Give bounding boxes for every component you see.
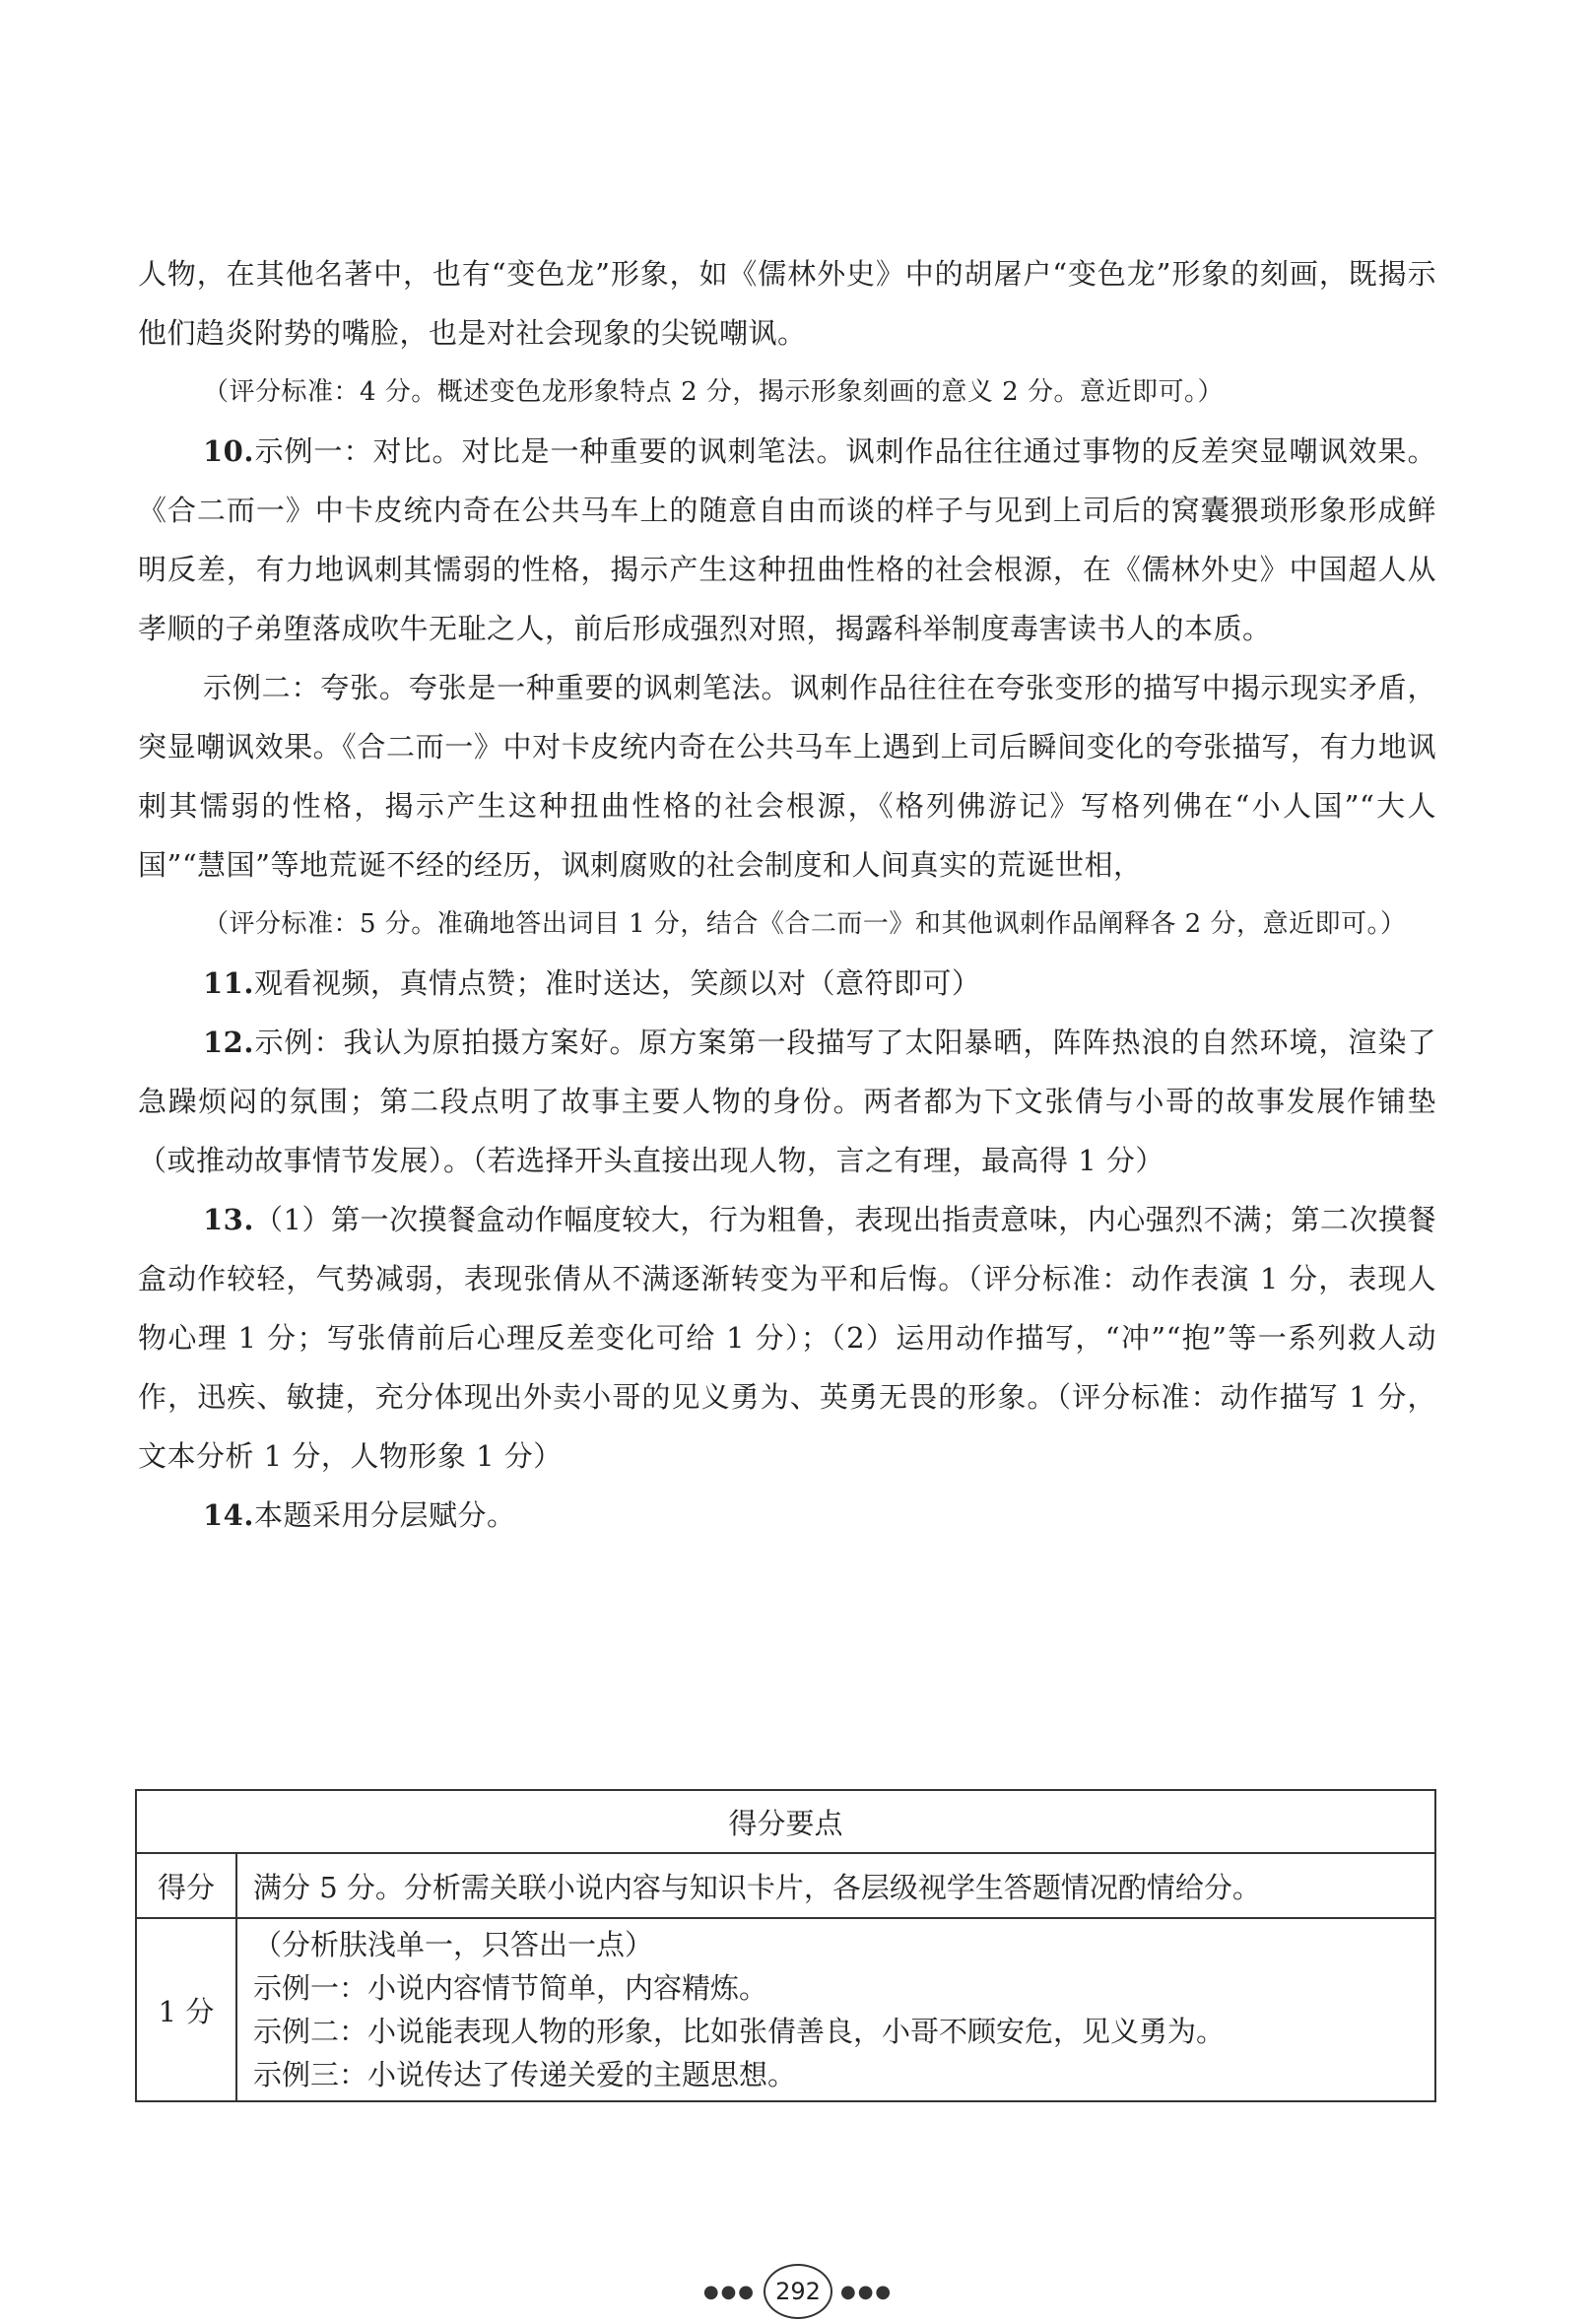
paragraph: 示例二：夸张。夸张是一种重要的讽刺笔法。讽刺作品往往在夸张变形的描写中揭示现实矛盾，突显嘲讽效果。《合二而一》中对卡皮统内奇在公共马车上遇到上司后瞬间变化的夸张描写，有力地讽刺其懦弱的性格，揭示产生这种扭曲性格的社会根源，《格列佛游记》写格列佛在“小人国”“大人国”“慧国”等地荒诞不经的经历，讽刺腐败的社会制度和人间真实的荒诞世相， xyxy=(138,671,1436,882)
scoring-standard: （评分标准：4 分。概述变色龙形象特点 2 分，揭示形象刻画的意义 2 分。意近即可。） xyxy=(203,377,1224,407)
table-row xyxy=(136,1918,1435,2101)
question-number: 13. xyxy=(203,1203,254,1236)
answer-text: （1）第一次摸餐盒动作幅度较大，行为粗鲁，表现出指责意味，内心强烈不满；第二次摸餐盒动作较轻，气势减弱，表现张倩从不满逐渐转变为平和后悔。（评分标准：动作表演 1 分，表现人物心理 1 分；写张倩前后心理反差变化可给 1 分）；（2）运用动作描写，“冲”“抱”等一系列救人动作，迅疾、敏捷，充分体现出外卖小哥的见义勇为、英勇无畏的形象。（评分标准：动作描写 1 分，文本分析 1 分，人物形象 1 分） xyxy=(138,1203,1436,1473)
question-number: 14. xyxy=(203,1498,254,1532)
question-number: 10. xyxy=(203,434,254,468)
page-number: 292 xyxy=(764,2264,832,2319)
criteria-cell: 满分 5 分。分析需关联小说内容与知识卡片，各层级视学生答题情况酌情给分。 xyxy=(236,1853,1435,1918)
question-number: 12. xyxy=(203,1026,254,1059)
answer-13 xyxy=(138,1190,1436,1486)
answer-11 xyxy=(138,954,1436,1013)
scoring-standard: （评分标准：5 分。准确地答出词目 1 分，结合《合二而一》和其他讽刺作品阐释各 2 分，意近即可。） xyxy=(203,909,1407,939)
answer-12 xyxy=(138,1013,1436,1190)
paragraph: 人物，在其他名著中，也有“变色龙”形象，如《儒林外史》中的胡屠户“变色龙”形象的刻画，既揭示他们趋炎附势的嘴脸，也是对社会现象的尖锐嘲讽。 xyxy=(138,257,1436,350)
score-cell: 1 分 xyxy=(136,1918,236,2101)
criteria-line: （分析肤浅单一，只答出一点） xyxy=(253,1928,654,1961)
answer-text: 观看视频，真情点赞；准时送达，笑颜以对（意符即可） xyxy=(253,966,981,1000)
answer-10 xyxy=(138,422,1436,658)
page-footer xyxy=(0,2262,1596,2321)
question-number: 11. xyxy=(203,966,254,1000)
criteria-line: 示例二：小说能表现人物的形象，比如张倩善良，小哥不顾安危，见义勇为。 xyxy=(253,2015,1226,2048)
score-cell: 得分 xyxy=(136,1853,236,1918)
criteria-line: 示例一：小说内容情节简单，内容精炼。 xyxy=(253,1971,768,2005)
answer-text: 示例：我认为原拍摄方案好。原方案第一段描写了太阳暴晒，阵阵热浪的自然环境，渲染了急躁烦闷的氛围；第二段点明了故事主要人物的身份。两者都为下文张倩与小哥的故事发展作铺垫（或推动故事情节发展）。（若选择开头直接出现人物，言之有理，最高得 1 分） xyxy=(138,1026,1436,1177)
criteria-line: 示例三：小说传达了传递关爱的主题思想。 xyxy=(253,2058,797,2091)
table-row xyxy=(136,1853,1435,1918)
scoring-table xyxy=(135,1789,1436,2102)
criteria-cell xyxy=(236,1918,1435,2101)
table-header: 得分要点 xyxy=(136,1790,1435,1853)
answer-text: 示例一：对比。对比是一种重要的讽刺笔法。讽刺作品往往通过事物的反差突显嘲讽效果。《合二而一》中卡皮统内奇在公共马车上的随意自由而谈的样子与见到上司后的窝囊猥琐形象形成鲜明反差，有力地讽刺其懦弱的性格，揭示产生这种扭曲性格的社会根源，在《儒林外史》中国超人从孝顺的子弟堕落成吹牛无耻之人，前后形成强烈对照，揭露科举制度毒害读书人的本质。 xyxy=(138,434,1436,645)
answer-body xyxy=(138,244,1436,1545)
dots-decoration-icon: ●●● xyxy=(840,2281,894,2302)
dots-decoration-icon: ●●● xyxy=(702,2281,756,2302)
answer-14 xyxy=(138,1486,1436,1545)
answer-text: 本题采用分层赋分。 xyxy=(253,1498,516,1532)
